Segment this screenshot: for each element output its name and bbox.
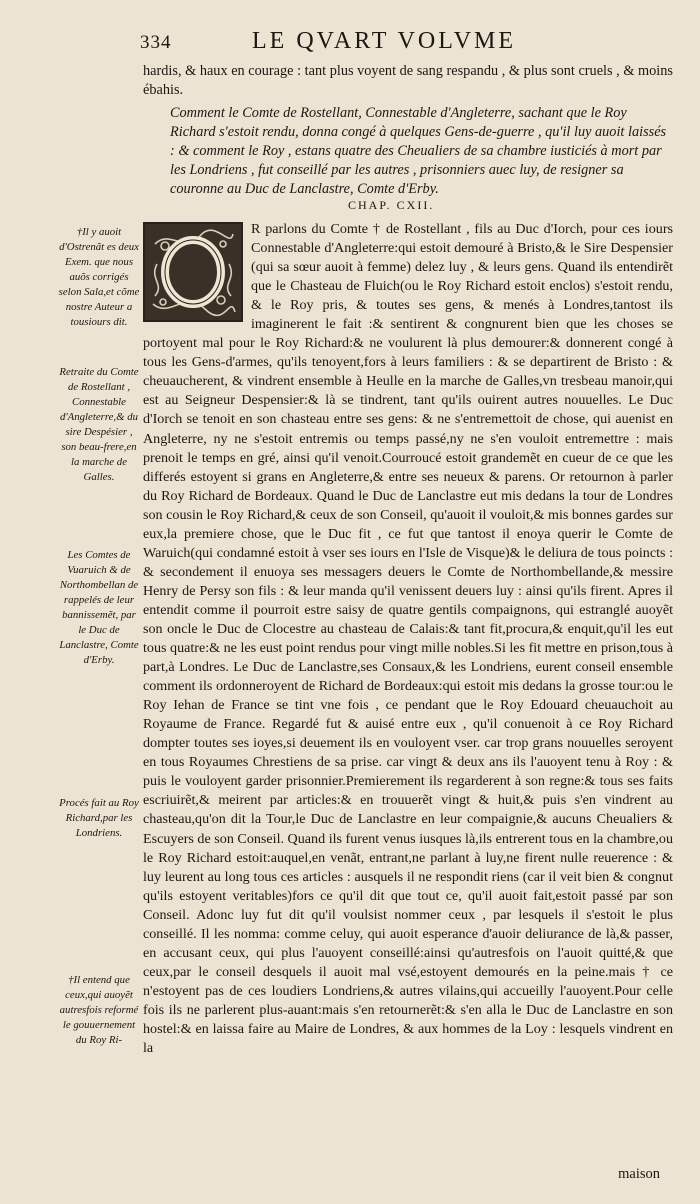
continuation-text [143, 62, 673, 100]
page-number: 334 [140, 32, 172, 53]
continuation-paragraph: hardis, & haux en courage : tant plus voyent de sang respandu , & plus sont cruels , & moins ébahis. [143, 63, 673, 99]
chapter-body-paragraph: R parlons du Comte † de Rostellant , fils au Duc d'Iorch, pour ces iours Connestable d'Angleterre:qui estoit demouré à Bristo,& le Sire Despensier (qui sa sœur auoit à femme) delez luy , & leurs gens. Quand ils entendirẽt que le Chasteau de Fluich(ou le Roy Richard estoit enclos) s'estoit rendu, & le Roy pris, & toutes ses gens, & menés à Londres,tantost ils imaginerent le fait :& sentirent & congnurent bien que les choses se portoyent mal pour le Roy Richard:& ne voulurent là plus demourer:& donnerent congé à tous les Gens-d'armes, qu'ils tenoyent,fors à leurs familiers : & se departirent de Bristo : & cheuaucherent, & vindrent ensemble à Heulle en la marche de Galles,vn tresbeau manoir,qui est au Seigneur Despensier:& là se tindrent, tant qu'ils ouirent autres nouuelles. Le Duc d'Iorch se tenoit en son chasteau entre ses gens: & ne s'entremettoit de chose, qui auenist en Angleterre, ny ne s'estoit entremis ou temps passé,ny ne s'en vouloit entremettre : mais prenoit le temps en gré, ainsi qu'il venoit.Courroucé estoit grandemẽt en cueur de ce que les differés estoyent si grans en Angleterre,& entre ses neueux & parens. Or retournon à parler du Roy Richard de Bordeaux. Quand le Duc de Lanclastre eut mis dedans la tour de Londres son cousin le Roy Richard,& ceux de son Conseil, qu'auoit il vouloit,& mis bonnes gardes sur eux,la premiere chose, que le Duc fit , ce fut que tantost il enoya querir le Comte de Waruich(qui condamné estoit à vser ses iours en l'Isle de Visque)& le deliura de tous poincts : & secondement il enuoya ses messagers deuers le Comte de Northombellande,& messire Henry de Persy son fils : & leur manda qu'il venissent deuers luy : ainsi qu'ils firent. Apres il entendit comme il pourroit estre saisy de quatre gentils compaignons, qui estranglé auoyẽt son oncle le Duc de Clocestre au chasteau de Calais:& tant fit,procura,& enquit,qu'il les eut tous quatre:& ne les eust point rendus pour vingt mille nobles.Si les fit mettre en prison,tous à part,à Londres. Le Duc de Lanclastre,ses Consaux,& les Londriens, eurent conseil ensemble comment ils ordonneroyent de Richard de Bordeaux:qui estoit mis dedans la grosse tour:ou le Roy Iehan de France se tint vne fois , ce pendant que le Roy Edouard cheuauchoit au Royaume de France. Regardé fut & auisé entre eux , qu'il conuenoit à ce Roy Richard dompter toutes ses ioyes,si deuement ils en vouloyent vser. car trop grans nouuelles seroyent en tous Royaumes Chrestiens de sa prise. car vingt & deux ans ils l'auoyent tenu à Roy : & puis le vouloyent garder prisonnier.Premierement ils regarderent à son regne:& tous ses faits escriuirẽt,& meirent par articles:& en trouuerẽt vingt & huit,& puis s'en vindrent au chasteau,qu'on dit la Tour,le Duc de Lanclastre en leur compaignie,& aucuns Cheualiers & Escuyers de son Conseil. Quand ils furent venus iusques là,ils entrerent tous en la chambre,ou le Roy Richard estoit:auquel,en venãt, entrant,ne parlant à luy,ne firent nulle reuerence : & luy leurent au long tous ces articles : ausquels il ne respondit riens (car il veit bien & congnut qu'ils estoyent veritables)fors ce qu'il dit que tout ce, qu'il auoit fait,estoit passé par son Conseil. Adonc luy fut dit qu'il voulsist nommer ceux , par lesquels il s'estoit le plus conseillé. Il les nomma: comme celuy, qui auoit esperance d'auoir deliurance de là,& passer, en accusant ceux, qui plus l'auoyent conseillé:ainsi qu'autresfois on l'auoit quitté,& que ceux,par le conseil desquels il auoit mal vsé,estoyent demourés en la peine.mais † ce n'estoyent pas de ces loudiers Londriens,& autres vilains,qui accueilly l'auoyent.Pour celle fois ils ne parlerent plus-auant:mais s'en retournerẽt:& s'en alla le Duc de Lanclastre en son hostel:& en laissa faire au Maire de Londres, & aux hommes de la Loy : lesquels vindrent en la [143, 221, 674, 1057]
chapter-summary: Comment le Comte de Rostellant, Connestable d'Angleterre, sachant que le Roy Richard s'estoit rendu, donna congé à quelques Gens-de-guerre , qu'il luy auoit laissés : & comment le Roy , estans quatre des Cheualiers de sa chambre iusticiés à mort par les Londriens , fut conseillé par les autres , prisonniers auec luy, de resigner sa couronne au Duc de Lanclastre, Comte d'Erby. [170, 105, 667, 197]
chapter-heading: CHAP. CXII. [348, 198, 435, 212]
margin-note: †Il y auoit d'Ostrenãt es deux Exem. que nous auõs corrigés selon Sala,et cõme nostre Auteur a tousiours dit. [58, 226, 140, 328]
catchword: maison [618, 1166, 660, 1182]
margin-note: Procés fait au Roy Richard,par les Londriens. [59, 797, 139, 839]
margin-note: Les Comtes de Vuaruich & de Northombellan de rappelés de leur bannissemẽt, par le Duc de Lanclastre, Comte d'Erby. [59, 549, 139, 666]
margin-note: †Il entend que ceux,qui auoyẽt autresfois reformé le gouuernement du Roy Ri- [59, 974, 139, 1046]
page-header [140, 28, 580, 56]
drop-initial [143, 222, 243, 322]
margin-note: Retraite du Comte de Rostellant , Connestable d'Angleterre,& du sire Despésier , son beau-frere,en la marche de Galles. [59, 366, 139, 483]
ornamental-initial-icon [145, 224, 241, 320]
running-title: LE QVART VOLVME [252, 28, 517, 54]
chapter-body [143, 220, 673, 1058]
